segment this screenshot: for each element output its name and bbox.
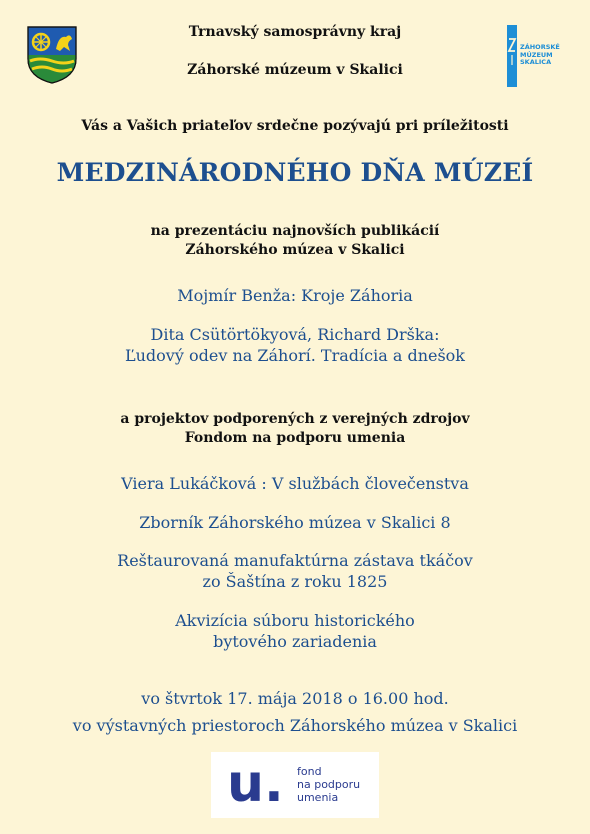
- museum-mark-icon: [507, 25, 517, 87]
- fund-logo: [211, 752, 379, 818]
- museum-name: Záhorské múzeum v Skalici: [187, 62, 403, 78]
- region-name: Trnavský samosprávny kraj: [188, 24, 402, 40]
- museum-logo: [507, 25, 567, 87]
- project-zastava-line-2: zo Šaštína z roku 1825: [202, 572, 388, 591]
- event-title: MEDZINÁRODNÉHO DŇA MÚZEÍ: [56, 158, 534, 187]
- fund-logo-text: fond na podporu umenia: [297, 765, 361, 804]
- presentation-line-1: na prezentáciu najnovších publikácií: [150, 223, 440, 239]
- publication-authors: Dita Csütörtökyová, Richard Drška:: [150, 325, 440, 344]
- projects-intro-line-1: a projektov podporených z verejných zdrojov: [120, 411, 470, 427]
- presentation-line-2: Záhorského múzea v Skalici: [185, 242, 405, 258]
- project-akvizicia-line-1: Akvizícia súboru historického: [175, 611, 415, 630]
- publication-ludovy-odev: Ľudový odev na Záhorí. Tradícia a dnešok: [125, 346, 465, 365]
- project-lukackova: Viera Lukáčková : V službách človečenstva: [121, 474, 469, 493]
- event-date: vo štvrtok 17. mája 2018 o 16.00 hod.: [141, 689, 449, 708]
- invitation-intro: Vás a Vašich priateľov srdečne pozývajú pri príležitosti: [81, 118, 509, 134]
- publication-kroje: Mojmír Benža: Kroje Záhoria: [177, 286, 413, 305]
- project-zastava-line-1: Reštaurovaná manufaktúrna zástava tkáčov: [117, 551, 473, 570]
- project-akvizicia-line-2: bytového zariadenia: [213, 632, 377, 651]
- project-zbornik: Zborník Záhorského múzea v Skalici 8: [139, 513, 451, 532]
- fund-logo-letter: u.: [227, 754, 284, 814]
- projects-intro-line-2: Fondom na podporu umenia: [184, 430, 406, 446]
- museum-logo-text: ZÁHORSKÉ MÚZEUM SKALICA: [520, 43, 560, 66]
- event-place: vo výstavných priestoroch Záhorského múzea v Skalici: [72, 716, 518, 735]
